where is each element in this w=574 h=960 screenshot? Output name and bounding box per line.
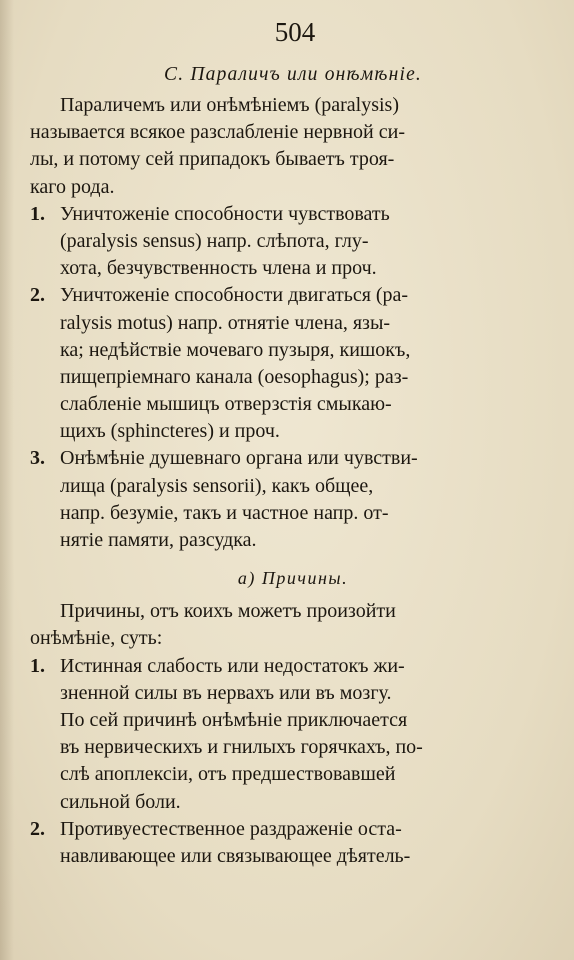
text-line: Причины, отъ коихъ можетъ произойти [60,600,396,623]
text-line: Онѣмѣніе душевнаго органа или чувстви- [60,447,418,470]
list-item-number: 2. [30,284,45,307]
text-line: напр. безуміе, такъ и частное напр. от- [60,501,389,524]
text-line: хота, безчувственность члена и проч. [60,257,377,280]
text-line: пищепріемнаго канала (oesophagus); раз- [60,365,409,388]
list-item-number: 1. [30,654,45,677]
intro-paragraph [30,92,556,201]
text-line: ralysis motus) напр. отнятіе члена, язы- [60,311,391,334]
list-item-number: 2. [30,817,45,840]
text-line: (paralysis sensus) напр. слѣпота, глу- [60,229,369,252]
text-line: Противуестественное раздраженіе оста- [60,817,402,840]
text-line: зненной силы въ нервахъ или въ мозгу. [60,681,392,704]
text-line: ка; недѣйствіе мочеваго пузыря, кишокъ, [60,338,411,361]
paralysis-types-list [30,201,556,554]
list-item-number: 3. [30,447,45,470]
text-line: онѣмѣніе, суть: [30,627,163,650]
text-line: Параличемъ или онѣмѣніемъ (paralysis) [60,94,400,116]
causes-list [30,653,556,871]
page-number: 504 [274,17,316,47]
causes-intro-paragraph [30,598,556,652]
subsection-title: а) Причины. [237,568,349,589]
text-line: По сей причинѣ онѣмѣніе приключается [60,708,408,731]
list-item [30,282,556,445]
text-line: Истинная слабость или недостатокъ жи- [60,654,405,677]
text-line: лы, и потому сей припадокъ бываетъ троя- [30,148,395,171]
list-item [30,201,556,283]
text-line: въ нервическихъ и гнилыхъ горячкахъ, по- [60,736,423,759]
list-item-number: 1. [30,202,45,225]
list-item [30,816,556,870]
text-line: называется всякое разслабленіе нервной си- [30,121,405,144]
text-line: навливающее или связывающее дѣятель- [60,844,411,867]
text-line: сильной боли. [60,790,181,813]
text-line: каго рода. [30,175,115,198]
text-line: Уничтоженіе способности двигаться (pa- [60,284,409,307]
text-line: Уничтоженіе способности чувствовать [60,202,390,225]
text-line: щихъ (sphincteres) и проч. [60,420,280,443]
text-line: лища (paralysis sensorii), какъ общее, [60,474,374,497]
list-item [30,653,556,816]
section-title: С. Параличъ или онѣмѣніе. [163,64,423,85]
page-edge-shadow [0,0,14,960]
text-line: нятіе памяти, разсудка. [60,529,257,551]
list-item [30,445,556,554]
text-line: слабленіе мышицъ отверзстія смыкаю- [60,393,392,416]
text-line: слѣ апоплексіи, отъ предшествовавшей [60,763,396,786]
